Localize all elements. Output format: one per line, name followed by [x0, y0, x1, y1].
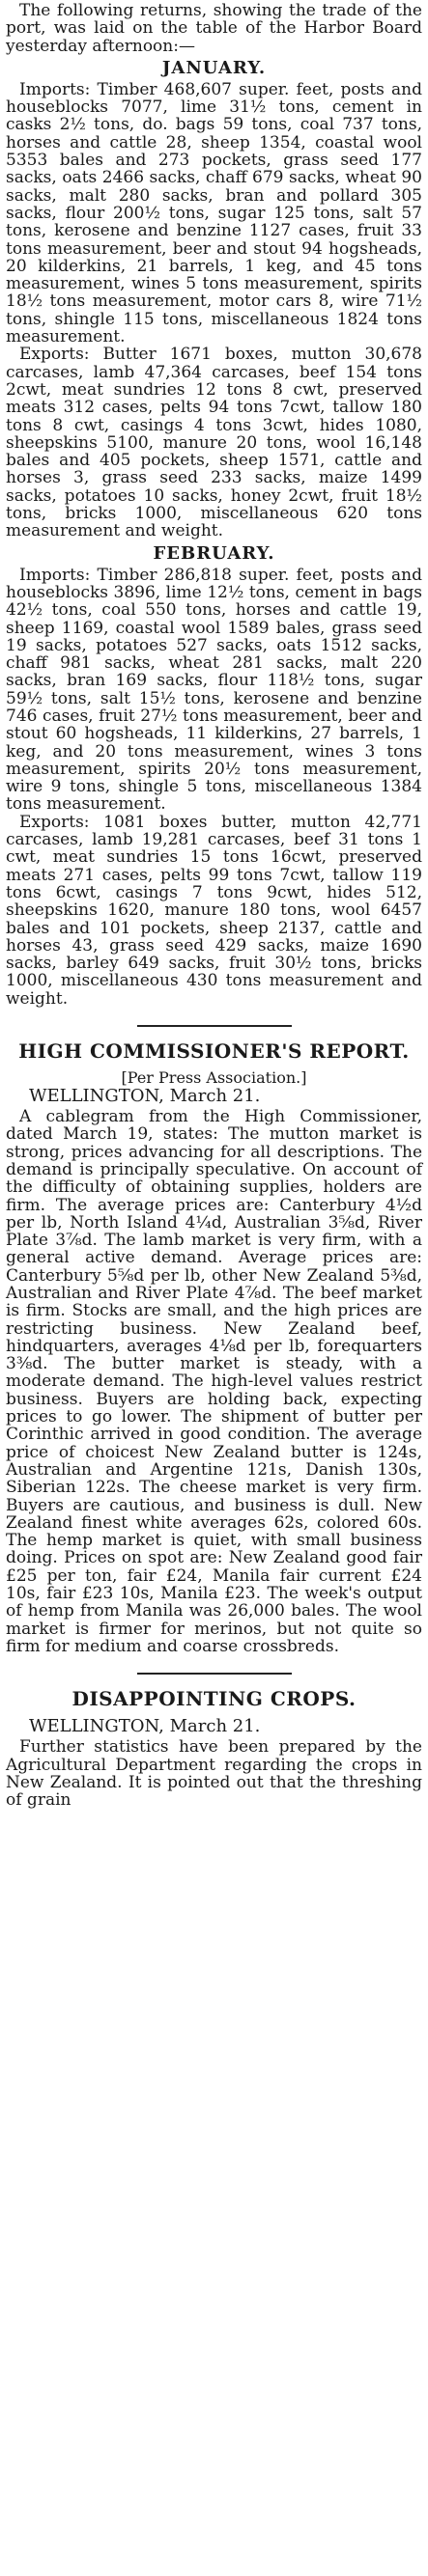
- section-divider-rule: [137, 1673, 292, 1675]
- january-exports-paragraph: Exports: Butter 1671 boxes, mutton 30,678 carcases, lamb 47,364 carcases, beef 154 tons 2cwt, meat sundries 12 tons 8 cwt, preserved meats 312 cases, pelts 94 tons 7cwt, tallow 180 tons 8 cwt, casings 4 tons 3cwt, hides 1080, sheepskins 5100, manure 20 tons, wool 16,148 bales and 405 pockets, sheep 1571, cattle and horses 3, grass seed 233 sacks, maize 1499 sacks, potatoes 10 sacks, honey 2cwt, fruit 18½ tons, bricks 1000, miscellaneous 620 tons measurement and weight.: [6, 345, 422, 541]
- disappointing-crops-dateline: WELLINGTON, March 21.: [29, 1716, 261, 1737]
- section-divider-rule: [137, 1025, 292, 1027]
- month-heading-february: FEBRUARY.: [153, 542, 275, 564]
- february-exports-paragraph: Exports: 1081 boxes butter, mutton 42,771 carcases, lamb 19,281 carcases, beef 31 tons 1 cwt, meat sundries 15 tons 16cwt, preserved meats 271 cases, pelts 99 tons 7cwt, tallow 119 tons 6cwt, casings 7 tons 9cwt, hides 512, sheepskins 1620, manure 180 tons, wool 6457 bales and 101 pockets, sheep 2137, cattle and horses 43, grass seed 429 sacks, maize 1690 sacks, barley 649 sacks, fruit 30½ tons, bricks 1000, miscellaneous 430 tons measurement and weight.: [6, 812, 422, 1009]
- month-heading-january: JANUARY.: [161, 57, 267, 78]
- press-association-credit: [Per Press Association.]: [121, 1068, 307, 1088]
- high-commissioner-body: A cablegram from the High Commissioner, dated March 19, states: The mutton market is strong, prices advancing for all descriptions. The demand is principally speculative. On account of the difficulty of obtaining supplies, holders are firm. The average prices are: Canterbury 4½d per lb, North Island 4¼d, Australian 3⅝d, River Plate 3⅞d. The lamb market is very firm, with a general active demand. Average prices are: Canterbury 5⅝d per lb, other New Zealand 5⅜d, Australian and River Plate 4⅞d. The beef market is firm. Stocks are small, and the high prices are restricting business. New Zealand beef, hindquarters, averages 4⅛d per lb, forequarters 3⅜d. The butter market is steady, with a moderate demand. The high-level values restrict business. Buyers are holding back, expecting prices to go lower. The shipment of butter per Corinthic arrived in good condition. The average price of choicest New Zealand butter is 124s, Australian and Argentine 121s, Danish 130s, Siberian 122s. The cheese market is very firm. Buyers are cautious, and business is dull. New Zealand finest white averages 62s, colored 60s. The hemp market is quiet, with small business doing. Prices on spot are: New Zealand good fair £25 per ton, fair £24, Manila fair current £24 10s, fair £23 10s, Manila £23. The week's output of hemp from Manila was 26,000 bales. The wool market is firmer for merinos, but not quite so firm for medium and coarse crossbreds.: [6, 1107, 422, 1656]
- high-commissioner-dateline: WELLINGTON, March 21.: [29, 1086, 261, 1107]
- february-imports-paragraph: Imports: Timber 286,818 super. feet, posts and houseblocks 3896, lime 12½ tons, cement in bags 42½ tons, coal 550 tons, horses and cattle 19, sheep 1169, coastal wool 1589 bales, grass seed 19 sacks, potatoes 527 sacks, oats 1512 sacks, chaff 981 sacks, wheat 281 sacks, malt 220 sacks, bran 169 sacks, flour 118½ tons, sugar 59½ tons, salt 15½ tons, kerosene and benzine 746 cases, fruit 27½ tons measurement, beer and stout 60 hogsheads, 11 kilderkins, 27 barrels, 1 keg, and 20 tons measurement, wines 3 tons measurement, spirits 20½ tons measurement, wire 9 tons, shingle 5 tons, miscellaneous 1384 tons measurement.: [6, 565, 422, 815]
- intro-paragraph: The following returns, showing the trade of the port, was laid on the table of the Harbor Board yesterday afternoon:—: [6, 1, 422, 56]
- january-imports-paragraph: Imports: Timber 468,607 super. feet, posts and houseblocks 7077, lime 31½ tons, cement in casks 2½ tons, do. bags 59 tons, coal 737 tons, horses and cattle 28, sheep 1354, coastal wool 5353 bales and 273 pockets, grass seed 177 sacks, oats 2466 sacks, chaff 679 sacks, wheat 90 sacks, malt 280 sacks, bran and pollard 305 sacks, flour 200½ tons, sugar 125 tons, salt 57 tons, kerosene and benzine 1127 cases, fruit 33 tons measurement, beer and stout 94 hogsheads, 20 kilderkins, 21 barrels, 1 keg, and 45 tons measurement, wines 5 tons measurement, spirits 18½ tons measurement, motor cars 8, wire 71½ tons, shingle 115 tons, miscellaneous 1824 tons measurement.: [6, 79, 422, 347]
- disappointing-crops-body: Further statistics have been prepared by the Agricultural Department regarding the crops in New Zealand. It is pointed out that the threshing of grain: [6, 1737, 422, 1811]
- high-commissioner-title: HIGH COMMISSIONER'S REPORT.: [18, 1039, 410, 1064]
- disappointing-crops-title: DISAPPOINTING CROPS.: [71, 1687, 357, 1711]
